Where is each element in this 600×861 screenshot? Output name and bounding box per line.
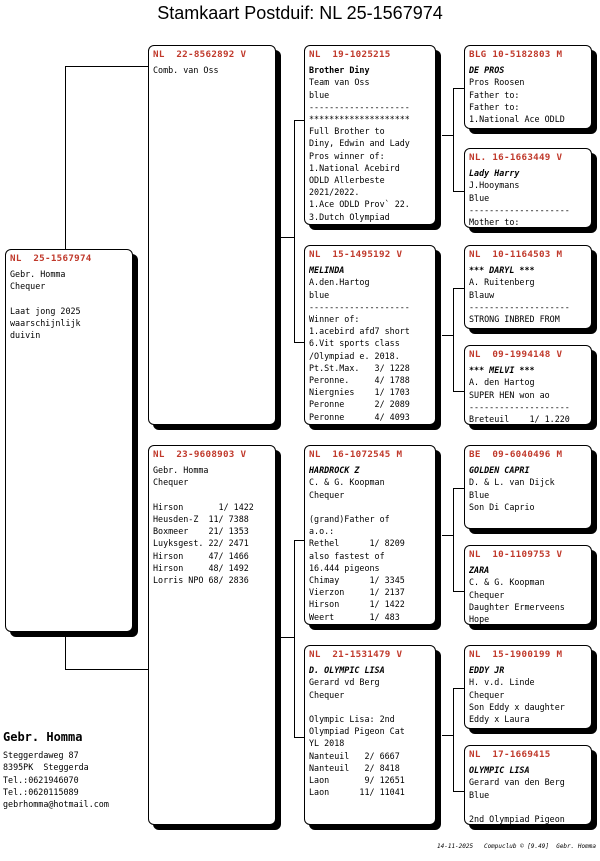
pigeon-name: *** MELVI *** xyxy=(469,365,535,376)
info-line: Peronne 4/ 4093 xyxy=(309,411,410,422)
info-line: Boxmeer 21/ 1353 xyxy=(153,526,249,537)
info-line: Comb. van Oss xyxy=(153,65,219,76)
info-line: 1.National Acebird xyxy=(309,162,400,173)
connector-line xyxy=(294,120,295,342)
dam-sire-dam-card xyxy=(464,545,592,625)
info-line: Hope xyxy=(469,614,490,625)
ring-number: NL 16-1072545 M xyxy=(309,449,403,460)
info-line: SUPER HEN won ao xyxy=(469,389,550,400)
dam-dam-sire-card xyxy=(464,645,592,729)
ring-number: BLG 10-5182803 M xyxy=(469,49,563,60)
ring-number: NL 15-1495192 V xyxy=(309,249,403,260)
info-line: -------------------- xyxy=(469,204,570,215)
dam-card xyxy=(148,445,276,825)
pigeon-name: EDDY JR xyxy=(469,665,505,676)
info-line: 6.Vit sports class xyxy=(309,338,400,349)
connector-line xyxy=(453,288,454,391)
info-line: Blue xyxy=(469,789,490,800)
info-line: A. Ruitenberg xyxy=(469,277,535,288)
info-line: Lorris NPO 68/ 2836 xyxy=(153,575,249,586)
owner-city: 8395PK Steggerda xyxy=(3,762,89,773)
info-line: Rethel 1/ 8209 xyxy=(309,538,405,549)
sire-card xyxy=(148,45,276,425)
info-line: Chequer xyxy=(10,281,46,292)
owner-block xyxy=(3,731,109,810)
info-line: Niergnies 1/ 1703 xyxy=(309,387,410,398)
connector-line xyxy=(65,632,66,669)
info-line: Blauw xyxy=(469,289,495,300)
pigeon-name: GOLDEN CAPRI xyxy=(469,465,530,476)
info-line: /Olympiad e. 2018. xyxy=(309,350,400,361)
info-line: YL 2018 xyxy=(309,738,345,749)
dam-sire-sire-card xyxy=(464,445,592,529)
info-line: Team van Oss xyxy=(309,77,370,88)
info-line: Nanteuil 2/ 8418 xyxy=(309,762,400,773)
info-line: Winner of: xyxy=(309,314,360,325)
connector-line xyxy=(65,669,149,670)
ring-number: NL 22-8562892 V xyxy=(153,49,247,60)
info-line: Pros Roosen xyxy=(469,77,525,88)
ring-number: NL 23-9608903 V xyxy=(153,449,247,460)
connector-line xyxy=(294,540,295,737)
dam-sire-card xyxy=(304,445,436,625)
info-line: Chequer xyxy=(469,689,505,700)
info-line: Pt.St.Max. 3/ 1228 xyxy=(309,362,410,373)
sire-sire-card xyxy=(304,45,436,225)
connector-line xyxy=(65,66,66,249)
info-line: C. & G. Koopman xyxy=(469,577,545,588)
info-line: 16.444 pigeons xyxy=(309,562,380,573)
info-line: Father to: xyxy=(469,89,520,100)
pigeon-name: *** DARYL *** xyxy=(469,265,535,276)
info-line: Luyksgest. 22/ 2471 xyxy=(153,538,249,549)
connector-line xyxy=(453,688,454,791)
info-line: A. den Hartog xyxy=(469,377,535,388)
info-line: Peronne. 4/ 1788 xyxy=(309,375,410,386)
pigeon-name: OLYMPIC LISA xyxy=(469,765,530,776)
info-line: Vierzon 1/ 2137 xyxy=(309,587,405,598)
info-line: 2nd Olympiad Pigeon xyxy=(469,814,565,824)
info-line: STRONG INBRED FROM xyxy=(469,314,560,325)
info-line: Chequer xyxy=(309,689,345,700)
info-line: H. v.d. Linde xyxy=(469,677,535,688)
info-line: Hirson 48/ 1492 xyxy=(153,562,249,573)
connector-line xyxy=(277,637,294,638)
connector-line xyxy=(277,237,294,238)
info-line: -------------------- xyxy=(469,401,570,412)
pigeon-name: Brother Diny xyxy=(309,65,370,76)
sire-dam-sire-card xyxy=(464,245,592,329)
info-line: Gerard van den Berg xyxy=(469,777,565,788)
info-line: Chequer xyxy=(309,489,345,500)
footer-credit: 14-11-2025 Compuclub © [9.49] Gebr. Homma xyxy=(437,843,596,850)
info-line: Weert 1/ 483 xyxy=(309,611,400,622)
owner-address: Steggerdaweg 87 xyxy=(3,750,79,761)
info-line: waarschijnlijk xyxy=(10,318,81,328)
info-line: Father to: xyxy=(469,101,520,112)
info-line: Breteuil 1/ 1.220 xyxy=(469,414,570,425)
owner-phone: Tel.:0620115089 xyxy=(3,786,79,797)
owner-phone: Tel.:0621946070 xyxy=(3,774,79,785)
info-line: Chequer xyxy=(469,589,505,600)
connector-line xyxy=(453,488,454,591)
connector-line xyxy=(442,735,453,736)
subject-card xyxy=(5,249,133,632)
info-line: ******************** xyxy=(309,114,410,125)
info-line: Blue xyxy=(469,192,490,203)
info-line: Hirson 1/ 1422 xyxy=(309,599,405,610)
info-line: Son Di Caprio xyxy=(469,501,535,512)
info-line: 1.acebird afd7 short xyxy=(309,326,410,337)
ring-number: NL 25-1567974 xyxy=(10,253,92,264)
sire-sire-dam-card xyxy=(464,148,592,228)
info-line: ODLD Allerbeste xyxy=(309,175,385,186)
info-line: Olympiad Pigeon Cat xyxy=(309,726,405,737)
pigeon-name: D. OLYMPIC LISA xyxy=(309,665,385,676)
dam-dam-dam-card xyxy=(464,745,592,825)
info-line: Diny, Edwin and Lady xyxy=(309,138,410,149)
info-line: -------------------- xyxy=(309,101,410,112)
pigeon-name: Lady Harry xyxy=(469,168,520,179)
info-line: Chimay 1/ 3345 xyxy=(309,575,405,586)
info-line: Pros winner of: xyxy=(309,150,385,161)
sire-dam-dam-card xyxy=(464,345,592,425)
info-line xyxy=(309,501,431,513)
info-line: Mother to: xyxy=(469,217,520,228)
ring-number: NL 09-1994148 V xyxy=(469,349,563,360)
pigeon-name: DE PROS xyxy=(469,65,505,76)
ring-number: NL 15-1900199 M xyxy=(469,649,563,660)
ring-number: NL 21-1531479 V xyxy=(309,649,403,660)
info-line: Hirson 1/ 1422 xyxy=(153,501,254,512)
info-line xyxy=(469,801,587,813)
owner-name: Gebr. Homma xyxy=(3,730,83,744)
info-line: A.den.Hartog xyxy=(309,277,370,288)
info-line: duivin xyxy=(10,330,41,341)
info-line: 2021/2022. xyxy=(309,187,360,198)
sire-sire-sire-card xyxy=(464,45,592,129)
info-line: Eddy x Laura xyxy=(469,714,530,725)
info-line: Olympic Lisa: 2nd xyxy=(309,714,395,724)
info-line: Laon 11/ 11041 xyxy=(309,787,405,798)
info-line: blue xyxy=(309,289,330,300)
info-line: D. & L. van Dijck xyxy=(469,477,555,488)
ring-number: NL. 16-1663449 V xyxy=(469,152,563,163)
info-line: Laat jong 2025 xyxy=(10,305,81,316)
info-line: -------------------- xyxy=(309,301,410,312)
info-line: -------------------- xyxy=(469,301,570,312)
ring-number: BE 09-6040496 M xyxy=(469,449,563,460)
info-line: Full Brother to xyxy=(309,126,385,137)
info-line xyxy=(309,701,431,713)
info-line: a.o.: xyxy=(309,526,335,537)
info-line: Daughter Ermerveens xyxy=(469,601,565,612)
pigeon-name: MELINDA xyxy=(309,265,345,276)
info-line: 3.Dutch Olympiad xyxy=(309,211,390,222)
info-line: Chequer xyxy=(153,477,189,488)
pigeon-name: ZARA xyxy=(469,565,490,576)
sire-dam-card xyxy=(304,245,436,425)
info-line: Gebr. Homma xyxy=(153,465,209,476)
connector-line xyxy=(442,535,453,536)
page-title: Stamkaart Postduif: NL 25-1567974 xyxy=(157,3,443,23)
info-line: Gebr. Homma xyxy=(10,269,66,280)
connector-line xyxy=(65,66,149,67)
pigeon-name: HARDROCK Z xyxy=(309,465,360,476)
dam-dam-card xyxy=(304,645,436,825)
ring-number: NL 10-1164503 M xyxy=(469,249,563,260)
info-line: Nanteuil 2/ 6667 xyxy=(309,750,400,761)
owner-email: gebrhomma@hotmail.com xyxy=(3,799,109,810)
info-line xyxy=(153,489,271,501)
ring-number: NL 17-1669415 xyxy=(469,749,551,760)
connector-line xyxy=(453,88,454,191)
ring-number: NL 19-1025215 xyxy=(309,49,391,60)
info-line: Hirson 47/ 1466 xyxy=(153,550,249,561)
info-line: Blue xyxy=(469,489,490,500)
connector-line xyxy=(442,135,453,136)
info-line: Heusden-Z 11/ 7388 xyxy=(153,514,249,524)
info-line: Son Eddy x daughter xyxy=(469,701,565,712)
info-line: C. & G. Koopman xyxy=(309,477,385,488)
info-line: blue xyxy=(309,89,330,100)
info-line: 1.Ace ODLD Prov` 22. xyxy=(309,199,410,210)
info-line: also fastest of xyxy=(309,550,385,561)
info-line xyxy=(10,293,128,305)
connector-line xyxy=(442,335,453,336)
info-line: J.Hooymans xyxy=(469,180,520,191)
info-line: Gerard vd Berg xyxy=(309,677,380,688)
info-line: Peronne 2/ 2089 xyxy=(309,399,410,410)
info-line: (grand)Father of xyxy=(309,514,390,524)
info-line: Laon 9/ 12651 xyxy=(309,775,405,786)
info-line: 1.National Ace ODLD xyxy=(469,114,565,125)
ring-number: NL 10-1109753 V xyxy=(469,549,563,560)
